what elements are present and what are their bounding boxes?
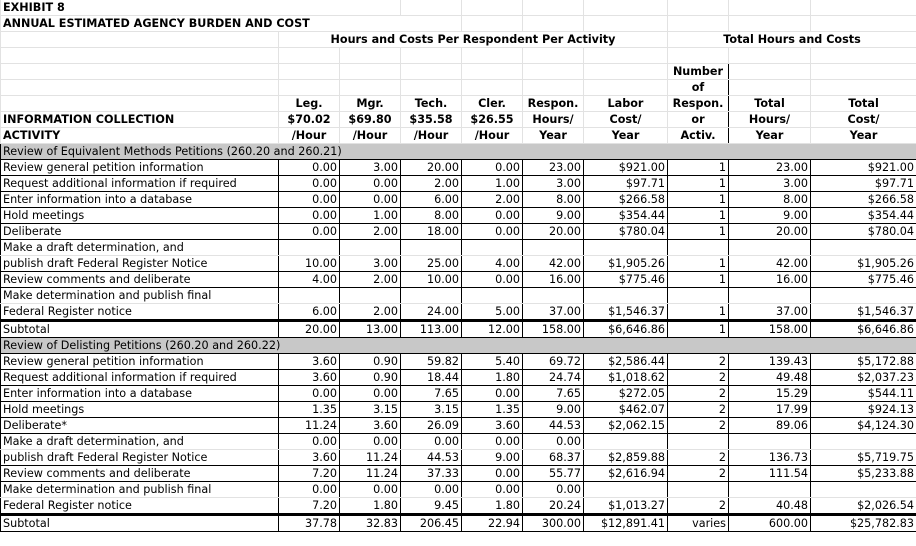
value-cell xyxy=(668,482,729,498)
value-cell: 11.24 xyxy=(340,450,401,466)
cler-rate: $26.55 xyxy=(462,112,523,128)
value-cell: 0.00 xyxy=(340,434,401,450)
value-cell: 4.00 xyxy=(279,272,340,288)
table-row xyxy=(1,466,916,482)
value-cell: $97.71 xyxy=(811,176,916,192)
table-row xyxy=(1,370,916,386)
value-cell: 0.00 xyxy=(279,482,340,498)
value-cell: 16.00 xyxy=(523,272,584,288)
value-cell xyxy=(279,288,340,304)
table-row xyxy=(1,272,916,288)
value-cell: 9.45 xyxy=(401,498,462,515)
activity-label: Federal Register notice xyxy=(1,498,279,515)
activity-header: ACTIVITY xyxy=(1,128,279,144)
leg-rate: $70.02 xyxy=(279,112,340,128)
value-cell: 2 xyxy=(668,370,729,386)
number-header-line: or xyxy=(668,112,729,128)
value-cell xyxy=(729,288,811,304)
subtotal-value: 20.00 xyxy=(279,321,340,338)
subtotal-value: $12,891.41 xyxy=(584,515,668,532)
value-cell: 0.00 xyxy=(462,208,523,224)
respon-per: Year xyxy=(523,128,584,144)
value-cell: 37.33 xyxy=(401,466,462,482)
value-cell: 7.65 xyxy=(401,386,462,402)
value-cell: 0.00 xyxy=(462,434,523,450)
value-cell: 1.00 xyxy=(340,208,401,224)
activity-label: Request additional information if required xyxy=(1,176,279,192)
subtotal-label: Subtotal xyxy=(1,321,279,338)
value-cell: $2,859.88 xyxy=(584,450,668,466)
activity-label: Hold meetings xyxy=(1,402,279,418)
number-header-line: of xyxy=(668,80,729,96)
value-cell: 1 xyxy=(668,192,729,208)
table-row xyxy=(1,434,916,450)
value-cell: 1 xyxy=(668,224,729,240)
value-cell: $780.04 xyxy=(584,224,668,240)
activity-label: publish draft Federal Register Notice xyxy=(1,450,279,466)
value-cell: 8.00 xyxy=(729,192,811,208)
value-cell: 1.00 xyxy=(462,176,523,192)
value-cell: 20.00 xyxy=(523,224,584,240)
cler-header: Cler. xyxy=(462,96,523,112)
value-cell xyxy=(584,288,668,304)
value-cell: 2.00 xyxy=(340,304,401,321)
section-row xyxy=(1,338,916,354)
value-cell: 0.00 xyxy=(462,466,523,482)
value-cell: 1 xyxy=(668,272,729,288)
activity-label: Review general petition information xyxy=(1,354,279,370)
respon-header: Respon. xyxy=(523,96,584,112)
value-cell: 3.60 xyxy=(340,418,401,434)
value-cell: 23.00 xyxy=(523,160,584,176)
value-cell xyxy=(668,434,729,450)
total-cost-header: Total xyxy=(811,96,916,112)
number-header-line: Activ. xyxy=(668,128,729,144)
value-cell: 1.80 xyxy=(340,498,401,515)
value-cell: 3.15 xyxy=(340,402,401,418)
value-cell: 3.60 xyxy=(279,354,340,370)
value-cell: $266.58 xyxy=(811,192,916,208)
table-row xyxy=(1,224,916,240)
activity-label: Make a draft determination, and xyxy=(1,434,279,450)
value-cell xyxy=(523,240,584,256)
value-cell: $775.46 xyxy=(584,272,668,288)
value-cell: 1 xyxy=(668,208,729,224)
value-cell: $1,546.37 xyxy=(811,304,916,321)
value-cell: 2 xyxy=(668,450,729,466)
value-cell: 1.35 xyxy=(279,402,340,418)
value-cell: $1,905.26 xyxy=(584,256,668,272)
value-cell: 17.99 xyxy=(729,402,811,418)
table-row xyxy=(1,498,916,515)
tech-per: /Hour xyxy=(401,128,462,144)
subtotal-value: $6,646.86 xyxy=(584,321,668,338)
activity-label: Review comments and deliberate xyxy=(1,466,279,482)
value-cell: 3.00 xyxy=(729,176,811,192)
total-hours-header: Total xyxy=(729,96,811,112)
value-cell: 6.00 xyxy=(401,192,462,208)
value-cell: 2 xyxy=(668,386,729,402)
subtotal-value: $6,646.86 xyxy=(811,321,916,338)
value-cell: $2,037.23 xyxy=(811,370,916,386)
value-cell: 0.00 xyxy=(279,434,340,450)
value-cell: 55.77 xyxy=(523,466,584,482)
value-cell: 1 xyxy=(668,304,729,321)
value-cell: 0.00 xyxy=(462,160,523,176)
value-cell xyxy=(340,288,401,304)
table-row xyxy=(1,256,916,272)
table-row xyxy=(1,160,916,176)
value-cell xyxy=(811,240,916,256)
value-cell: $462.07 xyxy=(584,402,668,418)
value-cell: 9.00 xyxy=(729,208,811,224)
value-cell: 20.00 xyxy=(729,224,811,240)
value-cell: 18.00 xyxy=(401,224,462,240)
value-cell: 8.00 xyxy=(523,192,584,208)
value-cell: 3.00 xyxy=(340,256,401,272)
value-cell xyxy=(462,240,523,256)
value-cell: 68.37 xyxy=(523,450,584,466)
value-cell: 2 xyxy=(668,354,729,370)
activity-label: Review comments and deliberate xyxy=(1,272,279,288)
subtotal-value: 600.00 xyxy=(729,515,811,532)
value-cell: 20.00 xyxy=(401,160,462,176)
subtotal-value: 300.00 xyxy=(523,515,584,532)
value-cell: 0.00 xyxy=(340,192,401,208)
value-cell: 3.60 xyxy=(279,370,340,386)
subtotal-value: 113.00 xyxy=(401,321,462,338)
value-cell: $266.58 xyxy=(584,192,668,208)
subtotal-row xyxy=(1,515,916,532)
value-cell: 16.00 xyxy=(729,272,811,288)
value-cell: 8.00 xyxy=(401,208,462,224)
value-cell: 2.00 xyxy=(401,176,462,192)
value-cell: 2.00 xyxy=(462,192,523,208)
value-cell xyxy=(584,434,668,450)
value-cell: 3.15 xyxy=(401,402,462,418)
activity-label: Review general petition information xyxy=(1,160,279,176)
subtotal-value: 32.83 xyxy=(340,515,401,532)
value-cell: 0.00 xyxy=(340,386,401,402)
value-cell: 0.00 xyxy=(401,482,462,498)
value-cell xyxy=(811,482,916,498)
value-cell: 1.80 xyxy=(462,370,523,386)
value-cell xyxy=(729,434,811,450)
value-cell: 9.00 xyxy=(523,208,584,224)
value-cell: 2.00 xyxy=(340,224,401,240)
value-cell: $4,124.30 xyxy=(811,418,916,434)
value-cell: $354.44 xyxy=(584,208,668,224)
value-cell: $921.00 xyxy=(811,160,916,176)
value-cell: 11.24 xyxy=(279,418,340,434)
value-cell: 5.40 xyxy=(462,354,523,370)
subtotal-value: 12.00 xyxy=(462,321,523,338)
value-cell xyxy=(811,434,916,450)
value-cell: $780.04 xyxy=(811,224,916,240)
value-cell xyxy=(668,288,729,304)
value-cell xyxy=(523,288,584,304)
value-cell: 1.35 xyxy=(462,402,523,418)
exhibit-subtitle: ANNUAL ESTIMATED AGENCY BURDEN AND COST xyxy=(1,16,462,32)
value-cell: 139.43 xyxy=(729,354,811,370)
value-cell: 26.09 xyxy=(401,418,462,434)
group-header-per-respondent: Hours and Costs Per Respondent Per Activity xyxy=(279,32,668,48)
subtotal-value: varies xyxy=(668,515,729,532)
mgr-header: Mgr. xyxy=(340,96,401,112)
value-cell: $1,546.37 xyxy=(584,304,668,321)
value-cell: $97.71 xyxy=(584,176,668,192)
table-row xyxy=(1,386,916,402)
value-cell: 9.00 xyxy=(523,402,584,418)
labor-header: Labor xyxy=(584,96,668,112)
value-cell: 0.00 xyxy=(462,386,523,402)
value-cell: 69.72 xyxy=(523,354,584,370)
value-cell: $2,586.44 xyxy=(584,354,668,370)
subtotal-value: 158.00 xyxy=(523,321,584,338)
activity-label: Request additional information if required xyxy=(1,370,279,386)
value-cell: $5,719.75 xyxy=(811,450,916,466)
value-cell: 9.00 xyxy=(462,450,523,466)
value-cell: 0.00 xyxy=(279,224,340,240)
section-heading: Review of Equivalent Methods Petitions (260.20 and 260.21) xyxy=(1,144,916,160)
tech-header: Tech. xyxy=(401,96,462,112)
value-cell xyxy=(584,482,668,498)
value-cell: $354.44 xyxy=(811,208,916,224)
value-cell: 3.60 xyxy=(279,450,340,466)
value-cell: $1,013.27 xyxy=(584,498,668,515)
section-heading: Review of Delisting Petitions (260.20 and 260.22) xyxy=(1,338,916,354)
table-row xyxy=(1,240,916,256)
value-cell: 7.65 xyxy=(523,386,584,402)
value-cell: 2 xyxy=(668,402,729,418)
activity-label: Deliberate xyxy=(1,224,279,240)
value-cell: 2 xyxy=(668,498,729,515)
value-cell: 25.00 xyxy=(401,256,462,272)
table-row xyxy=(1,450,916,466)
activity-header: INFORMATION COLLECTION xyxy=(1,112,279,128)
mgr-rate: $69.80 xyxy=(340,112,401,128)
value-cell: 1 xyxy=(668,176,729,192)
value-cell: 136.73 xyxy=(729,450,811,466)
value-cell: 0.90 xyxy=(340,354,401,370)
value-cell xyxy=(811,288,916,304)
table-row xyxy=(1,176,916,192)
value-cell: 0.00 xyxy=(523,434,584,450)
activity-label: Enter information into a database xyxy=(1,192,279,208)
value-cell xyxy=(668,240,729,256)
value-cell: 89.06 xyxy=(729,418,811,434)
value-cell xyxy=(401,288,462,304)
value-cell xyxy=(462,288,523,304)
value-cell: 44.53 xyxy=(523,418,584,434)
value-cell: 0.00 xyxy=(462,482,523,498)
group-header-totals: Total Hours and Costs xyxy=(668,32,916,48)
leg-per: /Hour xyxy=(279,128,340,144)
value-cell: $5,233.88 xyxy=(811,466,916,482)
activity-label: Enter information into a database xyxy=(1,386,279,402)
value-cell: 3.60 xyxy=(462,418,523,434)
value-cell: $1,018.62 xyxy=(584,370,668,386)
value-cell: 0.00 xyxy=(340,176,401,192)
subtotal-value: $25,782.83 xyxy=(811,515,916,532)
value-cell: 7.20 xyxy=(279,466,340,482)
value-cell: 111.54 xyxy=(729,466,811,482)
value-cell xyxy=(584,240,668,256)
value-cell: $2,616.94 xyxy=(584,466,668,482)
value-cell: 20.24 xyxy=(523,498,584,515)
activity-label: Make a draft determination, and xyxy=(1,240,279,256)
activity-label: Hold meetings xyxy=(1,208,279,224)
value-cell: 42.00 xyxy=(523,256,584,272)
value-cell: 0.00 xyxy=(279,160,340,176)
value-cell: 10.00 xyxy=(279,256,340,272)
table-row xyxy=(1,304,916,321)
subtotal-value: 22.94 xyxy=(462,515,523,532)
subtotal-value: 1 xyxy=(668,321,729,338)
table-row xyxy=(1,402,916,418)
value-cell: $272.05 xyxy=(584,386,668,402)
number-header-line: Respon. xyxy=(668,96,729,112)
value-cell xyxy=(401,240,462,256)
number-header-line: Number xyxy=(668,64,729,80)
subtotal-value: 13.00 xyxy=(340,321,401,338)
value-cell: 42.00 xyxy=(729,256,811,272)
value-cell: 0.00 xyxy=(462,272,523,288)
value-cell: 59.82 xyxy=(401,354,462,370)
value-cell: 10.00 xyxy=(401,272,462,288)
value-cell: 6.00 xyxy=(279,304,340,321)
value-cell: 5.00 xyxy=(462,304,523,321)
labor-per: Year xyxy=(584,128,668,144)
table-row xyxy=(1,208,916,224)
value-cell: 3.00 xyxy=(340,160,401,176)
total-cost-unit: Cost/ xyxy=(811,112,916,128)
value-cell: 37.00 xyxy=(729,304,811,321)
value-cell xyxy=(729,482,811,498)
tech-rate: $35.58 xyxy=(401,112,462,128)
value-cell: 4.00 xyxy=(462,256,523,272)
value-cell: 24.74 xyxy=(523,370,584,386)
table-row xyxy=(1,288,916,304)
value-cell: $2,026.54 xyxy=(811,498,916,515)
value-cell: $921.00 xyxy=(584,160,668,176)
cler-per: /Hour xyxy=(462,128,523,144)
value-cell: 2 xyxy=(668,466,729,482)
total-hours-unit: Hours/ xyxy=(729,112,811,128)
value-cell xyxy=(279,240,340,256)
value-cell: $1,905.26 xyxy=(811,256,916,272)
value-cell: 0.90 xyxy=(340,370,401,386)
value-cell: 0.00 xyxy=(279,208,340,224)
value-cell: 37.00 xyxy=(523,304,584,321)
value-cell xyxy=(340,240,401,256)
activity-label: Make determination and publish final xyxy=(1,288,279,304)
value-cell: 24.00 xyxy=(401,304,462,321)
activity-label: Federal Register notice xyxy=(1,304,279,321)
value-cell: 0.00 xyxy=(523,482,584,498)
subtotal-value: 158.00 xyxy=(729,321,811,338)
value-cell: 49.48 xyxy=(729,370,811,386)
subtotal-label: Subtotal xyxy=(1,515,279,532)
respon-unit: Hours/ xyxy=(523,112,584,128)
value-cell: 7.20 xyxy=(279,498,340,515)
table-row xyxy=(1,482,916,498)
value-cell: 0.00 xyxy=(401,434,462,450)
value-cell: 0.00 xyxy=(279,386,340,402)
activity-label: publish draft Federal Register Notice xyxy=(1,256,279,272)
total-hours-per: Year xyxy=(729,128,811,144)
section-row xyxy=(1,144,916,160)
value-cell: $2,062.15 xyxy=(584,418,668,434)
exhibit-title: EXHIBIT 8 xyxy=(1,0,401,16)
value-cell: 3.00 xyxy=(523,176,584,192)
value-cell: 0.00 xyxy=(279,192,340,208)
subtotal-row xyxy=(1,321,916,338)
value-cell: 1 xyxy=(668,256,729,272)
value-cell: 23.00 xyxy=(729,160,811,176)
value-cell: $775.46 xyxy=(811,272,916,288)
value-cell: 2 xyxy=(668,418,729,434)
value-cell xyxy=(729,240,811,256)
activity-label: Deliberate* xyxy=(1,418,279,434)
activity-label: Make determination and publish final xyxy=(1,482,279,498)
subtotal-value: 206.45 xyxy=(401,515,462,532)
table-row xyxy=(1,354,916,370)
subtotal-value: 37.78 xyxy=(279,515,340,532)
table-row xyxy=(1,418,916,434)
value-cell: $924.13 xyxy=(811,402,916,418)
value-cell: 40.48 xyxy=(729,498,811,515)
value-cell: 0.00 xyxy=(340,482,401,498)
value-cell: 0.00 xyxy=(279,176,340,192)
table-row xyxy=(1,192,916,208)
value-cell: 1 xyxy=(668,160,729,176)
value-cell: 18.44 xyxy=(401,370,462,386)
value-cell: $544.11 xyxy=(811,386,916,402)
value-cell: 0.00 xyxy=(462,224,523,240)
value-cell: 15.29 xyxy=(729,386,811,402)
total-cost-per: Year xyxy=(811,128,916,144)
mgr-per: /Hour xyxy=(340,128,401,144)
value-cell: 2.00 xyxy=(340,272,401,288)
value-cell: $5,172.88 xyxy=(811,354,916,370)
leg-header: Leg. xyxy=(279,96,340,112)
value-cell: 11.24 xyxy=(340,466,401,482)
value-cell: 1.80 xyxy=(462,498,523,515)
value-cell: 44.53 xyxy=(401,450,462,466)
labor-unit: Cost/ xyxy=(584,112,668,128)
